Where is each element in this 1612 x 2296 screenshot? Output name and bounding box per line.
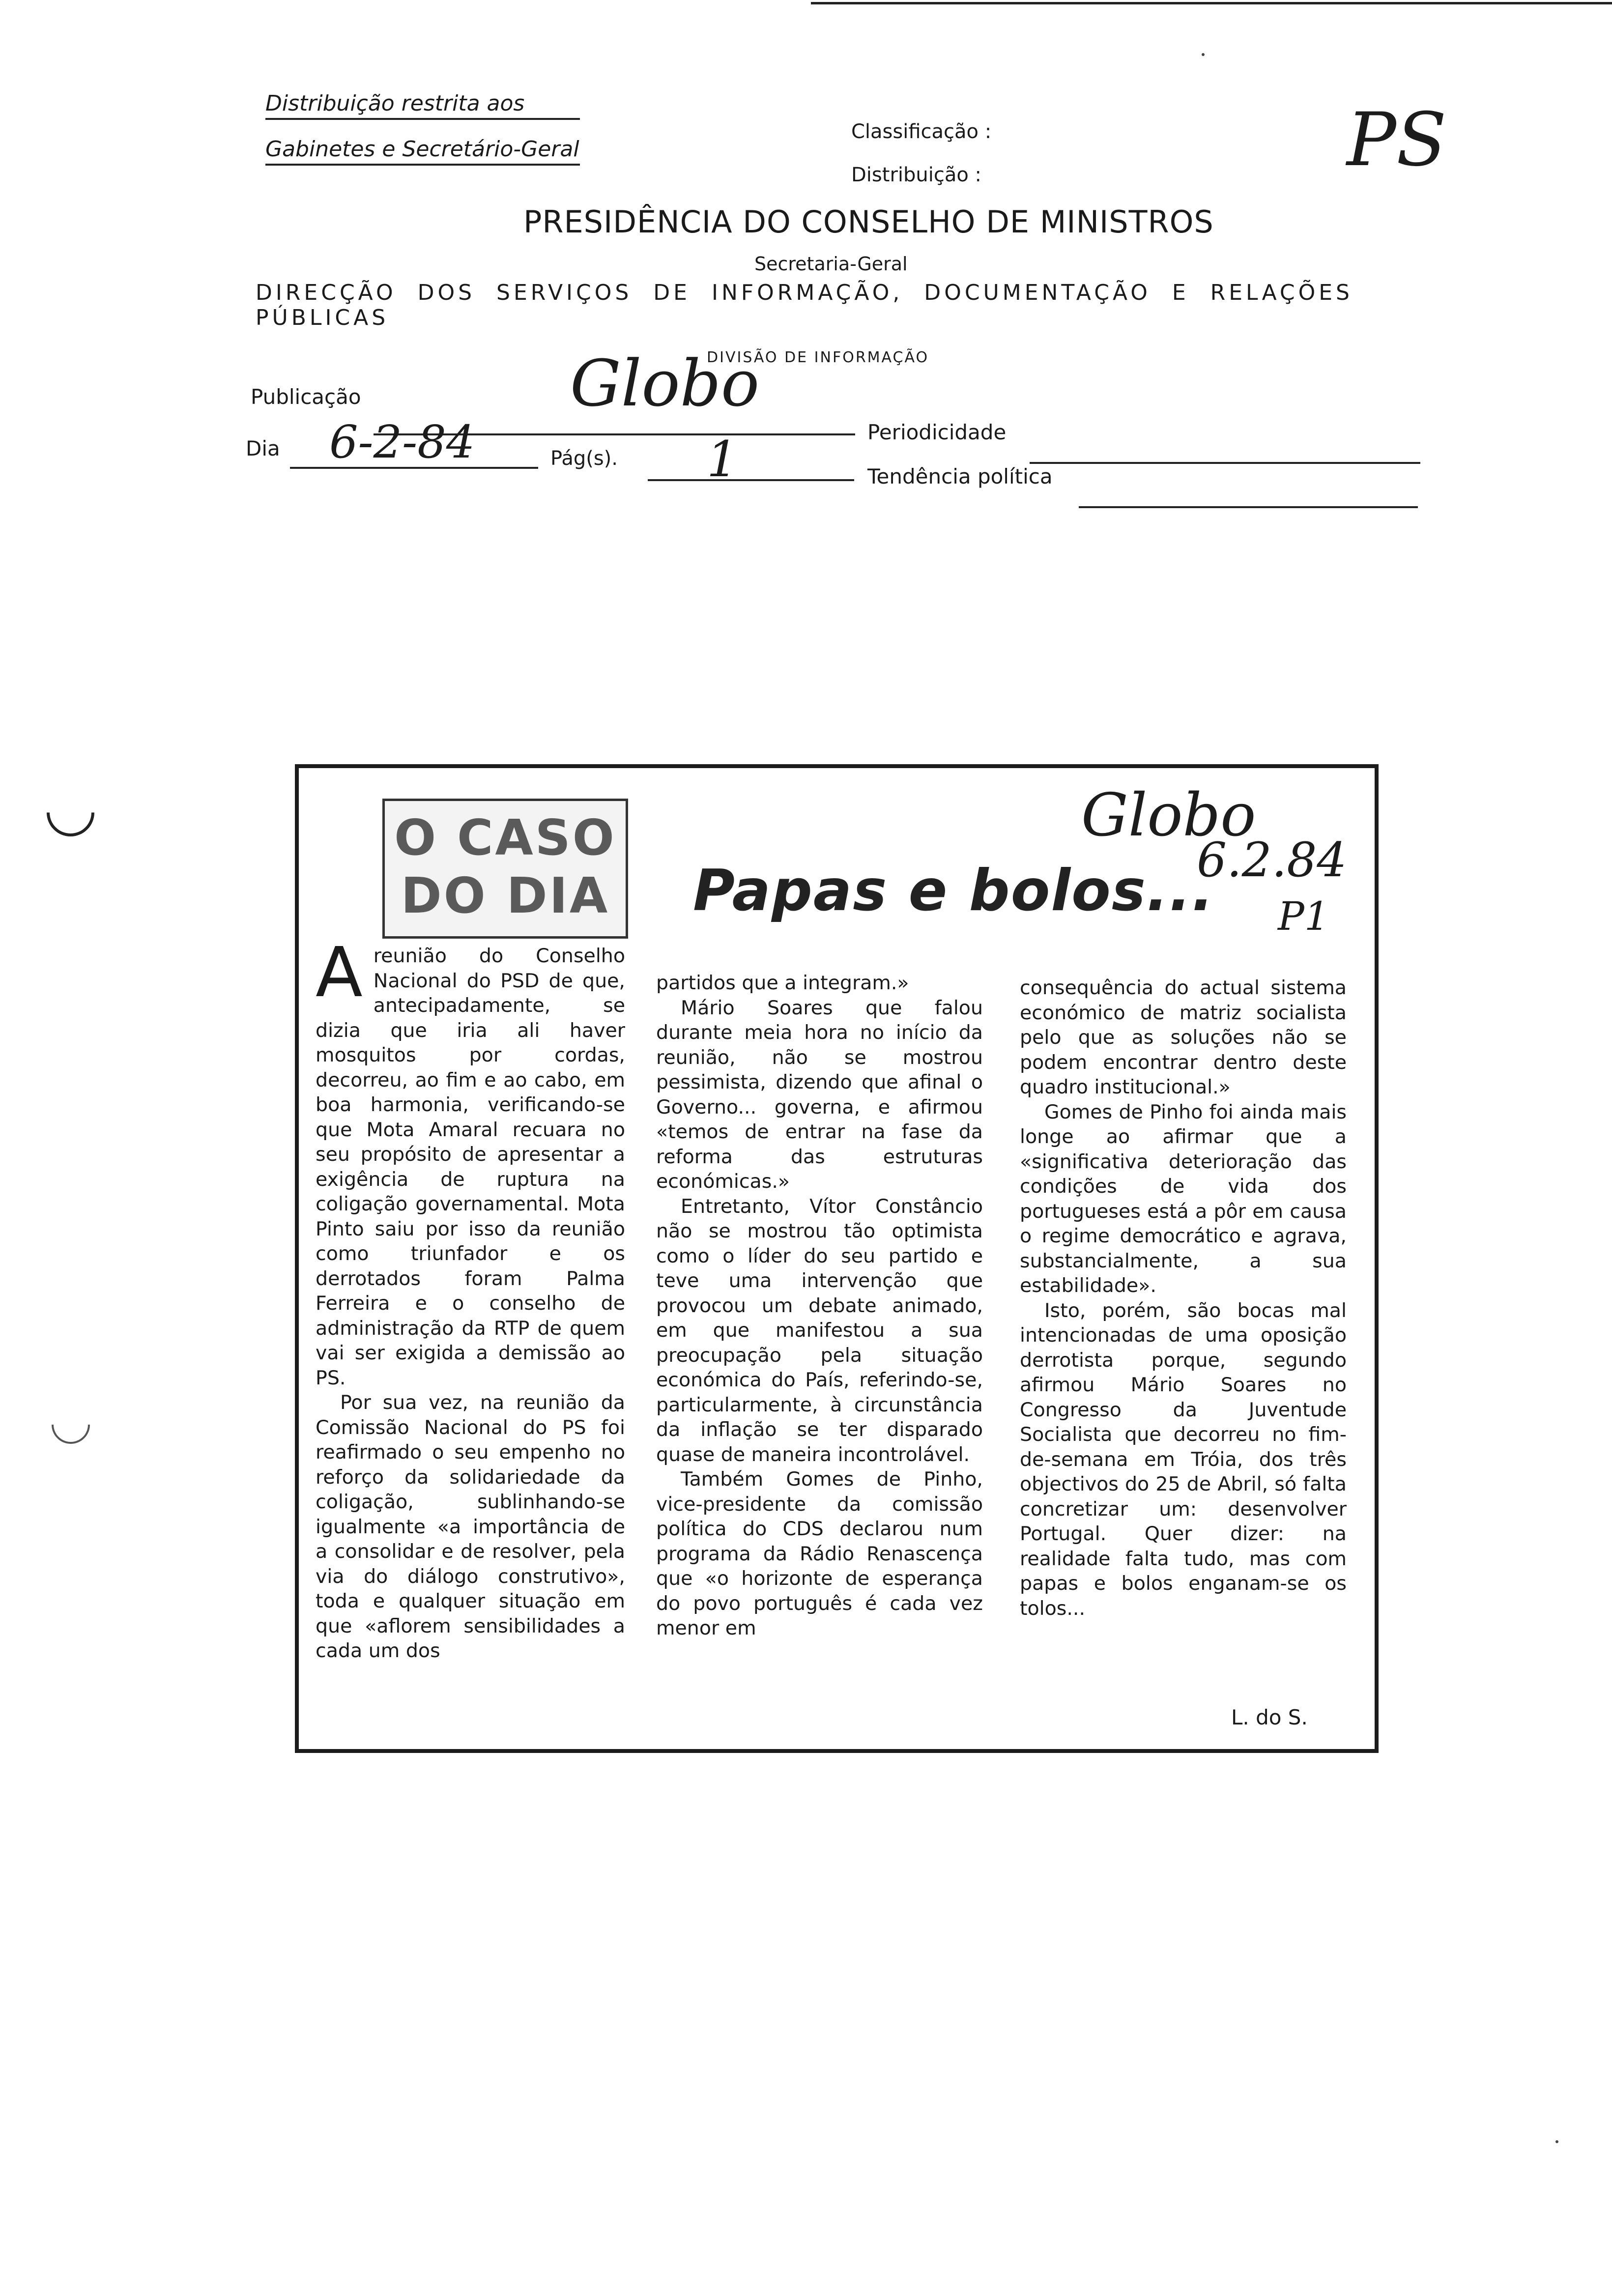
periodicidade-label: Periodicidade [867, 420, 1007, 444]
scan-dot [1555, 2140, 1558, 2143]
divisao-informacao: DIVISÃO DE INFORMAÇÃO [707, 349, 929, 366]
o-caso-do-dia-stamp [382, 799, 628, 939]
article-column-1 [316, 933, 625, 1664]
tendencia-label: Tendência política [867, 464, 1053, 488]
direccao-heading: DIRECÇÃO DOS SERVIÇOS DE INFORMAÇÃO, DOCUMENTAÇÃO E RELAÇÕES PÚBLICAS [256, 280, 1353, 330]
article-signature: L. do S. [1231, 1705, 1308, 1729]
periodicidade-underline [1030, 462, 1420, 464]
paragraph: Também Gomes de Pinho, vice-presidente da comissão política do CDS declarou num programa da Rádio Renascença que «o horizonte de esperança do povo português é cada vez menor em [656, 1468, 983, 1639]
distribuicao-label: Distribuição : [851, 164, 982, 186]
paragraph: Entretanto, Vítor Constâncio não se mostrou tão optimista como o líder do seu partido e teve uma intervenção que provocou um debate animado, em que manifestou a sua preocupação pela situação económica do País, referindo-se, particularmente, à circunstância da inflação se ter disparado quase de maneira incontrolável. [656, 1195, 983, 1466]
dia-value: 6-2-84 [329, 416, 475, 468]
tendencia-underline [1079, 506, 1418, 508]
article-column-2 [656, 971, 983, 1641]
pags-underline [648, 479, 854, 481]
annotation-page: P1 [1278, 893, 1329, 939]
corner-handwritten-note: PS [1347, 97, 1447, 183]
annotation-date: 6.2.84 [1197, 832, 1347, 888]
paragraph: Por sua vez, na reunião da Comissão Nacional do PS foi reafirmado o seu empenho no reforço da solidariedade da coligação, sublinhando-se igualmente «a importância de a consolidar e de resolver, pela via do diálogo construtivo», toda e qualquer situação em que «aflorem sensibilidades a cada um dos [316, 1391, 625, 1662]
article-headline: Papas e bolos... [693, 858, 1215, 924]
annotation-publication: Globo [1081, 781, 1256, 850]
stamp-line-1: O CASO [394, 809, 616, 866]
publicacao-value: Globo [570, 346, 760, 421]
pags-label: Pág(s). [550, 447, 618, 470]
presidencia-heading: PRESIDÊNCIA DO CONSELHO DE MINISTROS [523, 204, 1214, 240]
restricted-line-2: Gabinetes e Secretário-Geral [265, 137, 580, 166]
secretaria-geral: Secretaria-Geral [754, 253, 908, 275]
paragraph: partidos que a integram.» [656, 972, 909, 994]
scan-mark-1 [37, 779, 104, 846]
pags-value: 1 [707, 430, 738, 488]
stamp-line-2: DO DIA [401, 867, 610, 924]
publicacao-label: Publicação [251, 385, 361, 409]
paragraph: Isto, porém, são bocas mal intencionadas de uma oposição derrotista porque, segundo afirmou Mário Soares no Congresso da Juventude Socialista que decorreu no fim-de-semana em Tróia, dos três objectivos do 25 de Abril, só falta concretizar um: desenvolver Portugal. Quer dizer: na realidade falta tudo, mas com papas e bolos enganam-se os tolos... [1020, 1299, 1347, 1620]
paragraph: Gomes de Pinho foi ainda mais longe ao afirmar que a «significativa deterioração das condições de vida dos portugueses está a pôr em causa o regime democrático e agrava, substancialmente, a sua estabilidade». [1020, 1100, 1347, 1297]
paragraph: Mário Soares que falou durante meia hora no início da reunião, não se mostrou pessimista, dizendo que afinal o Governo... governa, e afirmou «temos de entrar na fase da reforma das estruturas económicas.» [656, 996, 983, 1193]
classificacao-label: Classificação : [851, 120, 992, 143]
scan-mark-2 [44, 1398, 98, 1452]
paragraph: reunião do Conselho Nacional do PSD de que, antecipadamente, se dizia que iria ali haver mosquitos por cordas, decorreu, ao fim e ao cabo, em boa harmonia, verificando-se que Mota Amaral recuara no seu propósito de apresentar a exigência de ruptura na coligação governamental. Mota Pinto saiu por isso da reunião como triunfador e os derrotados foram Palma Ferreira e o conselho de administração da RTP de quem vai ser exigida a demissão ao PS. [316, 945, 625, 1389]
paragraph: consequência do actual sistema económico de matriz socialista pelo que as soluções não se podem encontrar dentro deste quadro institucional.» [1020, 976, 1347, 1098]
scan-dot [1202, 53, 1205, 56]
restricted-distribution-note [265, 91, 580, 166]
article-column-3 [1020, 976, 1347, 1621]
dia-underline [290, 467, 538, 469]
dia-label: Dia [246, 436, 280, 460]
drop-cap: A [316, 933, 363, 1013]
restricted-line-1: Distribuição restrita aos [265, 91, 580, 120]
scan-top-rule [811, 2, 1612, 4]
